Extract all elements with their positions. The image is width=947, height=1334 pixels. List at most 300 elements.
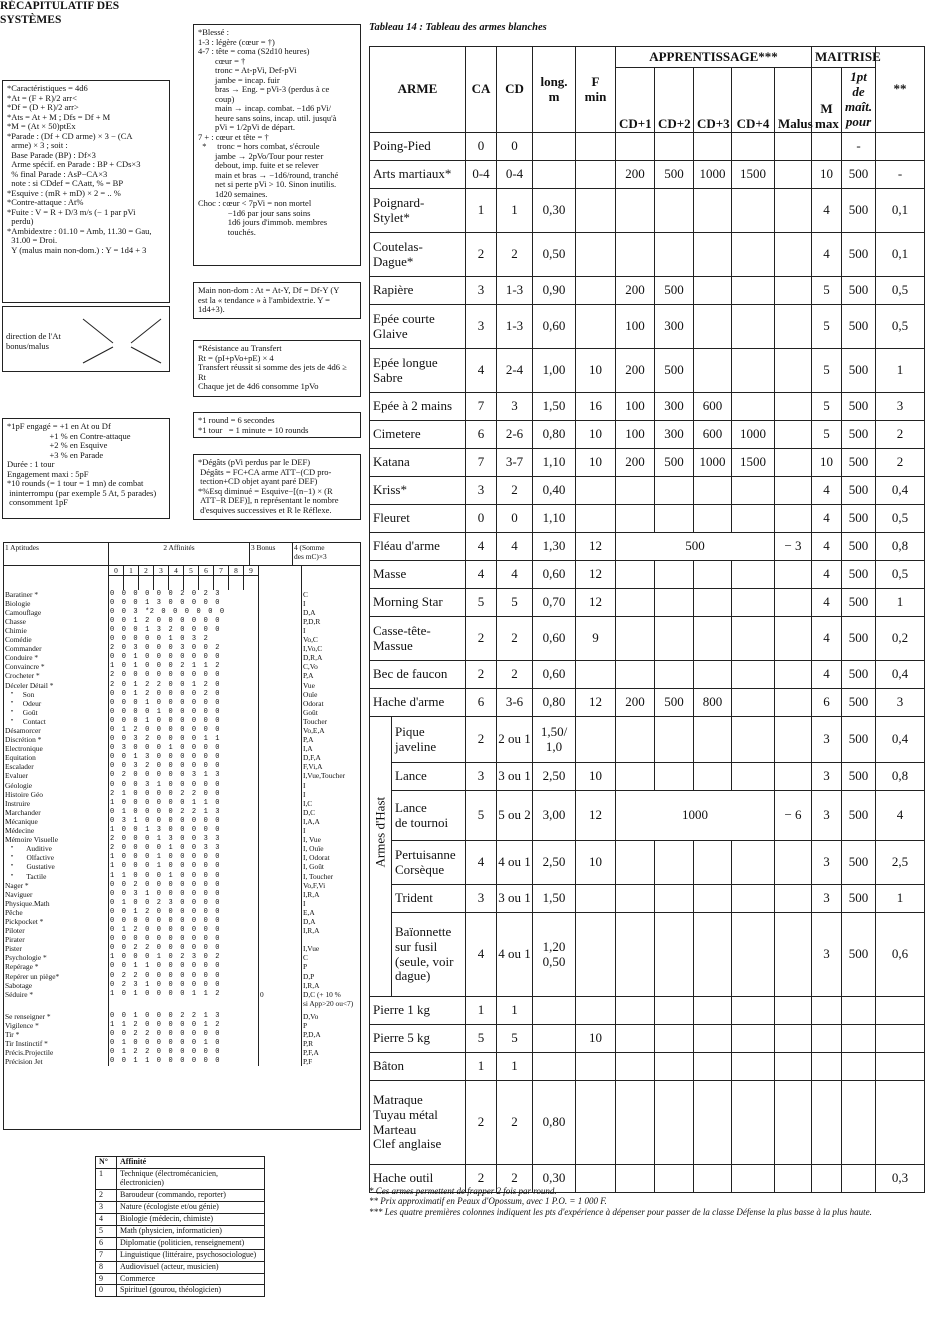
aptitude-name: Comédie — [4, 635, 109, 644]
aptitude-row — [4, 608, 360, 617]
weapon-row — [370, 533, 925, 561]
weapon-mmax: 4 — [812, 189, 842, 233]
weapon-pt-maitrise: 500 — [842, 717, 876, 763]
aptitude-name: " Son — [4, 690, 109, 699]
weapon-cd: 2 — [497, 1165, 533, 1193]
aptitude-somme: D,P — [303, 971, 315, 981]
aptitude-somme: I,R,A — [303, 980, 320, 990]
weapon-row — [370, 133, 925, 161]
weapon-cd: 1 — [497, 189, 533, 233]
weapon-cd4 — [732, 885, 775, 913]
weapon-cd3 — [694, 189, 732, 233]
weapon-malus — [775, 661, 812, 689]
weapon-cd3: 1000 — [694, 161, 732, 189]
weapon-name: Bâton — [370, 1053, 466, 1081]
weapon-ca: 3 — [466, 477, 497, 505]
aptitude-somme: I,A — [303, 744, 313, 754]
aptitude-bonus: 0 — [259, 990, 302, 1008]
weapon-row — [370, 505, 925, 533]
aptitude-values: 0 0 3 2 0 0 0 0 0 0 — [109, 762, 259, 771]
weapon-cd: 3 — [497, 393, 533, 421]
weapon-row — [370, 189, 925, 233]
affinite-digit: 1 — [124, 566, 139, 576]
weapons-footnotes — [369, 1186, 929, 1217]
affinite-number: 6 — [96, 1237, 117, 1249]
aptitude-somme: D,F,A — [303, 753, 321, 763]
weapon-cd1: 100 — [616, 421, 655, 449]
aptitude-somme: I — [303, 789, 306, 799]
aptitude-values: 1 0 0 0 1 0 0 0 0 0 — [109, 862, 259, 871]
weapon-pt-maitrise: 500 — [842, 421, 876, 449]
weapon-price: 1 — [876, 589, 925, 617]
weapon-name: Fleuret — [370, 505, 466, 533]
weapon-row — [370, 997, 925, 1025]
aptitude-bonus — [259, 1021, 302, 1030]
aptitude-values: 0 2 0 0 0 0 0 3 1 3 — [109, 771, 259, 780]
weapon-cd3 — [694, 277, 732, 305]
aptitude-values: 0 0 0 0 0 1 0 3 2 — [109, 635, 259, 644]
weapon-malus — [775, 133, 812, 161]
cd3-header: CD+3 — [694, 68, 732, 133]
weapon-ca: 4 — [466, 913, 497, 997]
weapon-ca: 6 — [466, 421, 497, 449]
aptitude-row — [4, 1021, 360, 1030]
aptitude-bonus — [259, 981, 302, 990]
weapon-mmax: 3 — [812, 717, 842, 763]
weapon-cd3 — [694, 233, 732, 277]
weapon-pt-maitrise — [842, 1025, 876, 1053]
aptitude-bonus — [259, 1012, 302, 1021]
weapon-name: Hache outil — [370, 1165, 466, 1193]
weapon-row — [370, 393, 925, 421]
weapon-fmin: 10 — [576, 449, 616, 477]
aptitude-name: Instruire — [4, 799, 109, 808]
weapon-length — [533, 133, 576, 161]
weapon-mmax: 4 — [812, 533, 842, 561]
fmin-header: F min — [576, 47, 616, 133]
affinite-number: 9 — [96, 1273, 117, 1285]
aptitude-name: Vigilence * — [4, 1021, 109, 1030]
weapon-ca: 0 — [466, 505, 497, 533]
weapon-fmin: 10 — [576, 841, 616, 885]
weapon-ca: 3 — [466, 763, 497, 791]
weapon-mmax: 5 — [812, 277, 842, 305]
weapon-cd2 — [655, 1053, 694, 1081]
weapon-fmin — [576, 189, 616, 233]
weapon-fmin — [576, 1053, 616, 1081]
aptitude-row — [4, 617, 360, 626]
affinite-digit: 5 — [184, 566, 199, 576]
weapon-malus — [775, 1053, 812, 1081]
weapon-cd2 — [655, 1081, 694, 1165]
weapon-cd1 — [616, 233, 655, 277]
aptitude-bonus — [259, 726, 302, 735]
weapon-name: Lance de tournoi — [392, 791, 466, 841]
weapon-pt-maitrise: 500 — [842, 233, 876, 277]
aptitude-row — [4, 935, 360, 944]
aptitude-name: Electronique — [4, 744, 109, 753]
weapon-cd4 — [732, 913, 775, 997]
weapon-cd2 — [655, 477, 694, 505]
weapon-fmin: 12 — [576, 791, 616, 841]
weapon-malus — [775, 841, 812, 885]
hast-label-text: Armes d'Hast — [372, 796, 388, 868]
weapon-cd1: 200 — [616, 277, 655, 305]
weapon-price: 0,4 — [876, 477, 925, 505]
aptitude-values: 0 0 1 0 0 0 0 0 0 0 — [109, 653, 259, 662]
weapon-pt-maitrise: 500 — [842, 763, 876, 791]
aptitude-name: Repérer un piège* — [4, 972, 109, 981]
weapon-cd4 — [732, 477, 775, 505]
weapon-length: 1,50 — [533, 885, 576, 913]
aptitude-somme: Vo,C — [303, 635, 318, 645]
aptitude-somme: I,R,A — [303, 926, 320, 936]
weapon-pt-maitrise: 500 — [842, 885, 876, 913]
weapon-ca: 4 — [466, 533, 497, 561]
aptitude-name: Se renseigner * — [4, 1012, 109, 1021]
aptitude-row — [4, 781, 360, 790]
weapon-fmin: 12 — [576, 589, 616, 617]
weapon-price: 0,5 — [876, 561, 925, 589]
aptitude-bonus — [259, 653, 302, 662]
aptitude-somme: Toucher — [303, 716, 328, 726]
weapon-length: 0,90 — [533, 277, 576, 305]
weapon-length: 1,50 — [533, 393, 576, 421]
weapon-price: 0,3 — [876, 1165, 925, 1193]
aptitude-bonus — [259, 617, 302, 626]
aptitude-values: 0 0 1 2 0 0 0 0 0 0 — [109, 908, 259, 917]
affinite-text: Math (physicien, informaticien) — [117, 1225, 265, 1237]
pf-box: *1pF engagé = +1 en At ou Df +1 % en Contre-attaque +2 % en Esquive +3 % en Parade Durée : 1 tour Engagement maxi : 5pF *10 rounds (= 1 tour = 1 mn) de combat ininterrompu (par exemple 5 At, 5 parades) consomment 1pF — [2, 418, 170, 519]
aptitude-bonus — [259, 872, 302, 881]
aptitude-bonus — [259, 708, 302, 717]
weapon-ca: 4 — [466, 561, 497, 589]
ca-header: CA — [466, 47, 497, 133]
weapon-cd2 — [655, 997, 694, 1025]
weapon-pt-maitrise: 500 — [842, 305, 876, 349]
aptitude-row — [4, 1012, 360, 1021]
weapon-cd4 — [732, 349, 775, 393]
weapon-cd1: 200 — [616, 689, 655, 717]
weapon-cd: 1-3 — [497, 305, 533, 349]
aptitude-values: 2 1 0 0 0 0 2 2 0 0 — [109, 790, 259, 799]
weapon-fmin — [576, 1081, 616, 1165]
weapon-cd2 — [655, 189, 694, 233]
weapon-pt-maitrise: 500 — [842, 277, 876, 305]
affinite-number: 2 — [96, 1189, 117, 1201]
weapon-row — [370, 421, 925, 449]
weapon-cd4 — [732, 505, 775, 533]
aptitude-name: Naviguer — [4, 890, 109, 899]
aptitude-bonus — [259, 644, 302, 653]
aptitude-values: 2 0 3 0 0 0 3 0 0 2 — [109, 644, 259, 653]
affinite-digit: 4 — [169, 566, 184, 576]
aptitude-somme: D,A — [303, 916, 316, 926]
weapon-name: Pertuisanne Corsèque — [392, 841, 466, 885]
weapon-malus — [775, 477, 812, 505]
aptitude-values: 0 2 3 1 0 0 0 0 0 0 — [109, 981, 259, 990]
aptitude-row — [4, 1057, 360, 1066]
aptitude-somme: I — [303, 625, 306, 635]
weapon-cd2: 300 — [655, 305, 694, 349]
aptitude-row — [4, 717, 360, 726]
aptitude-row — [4, 808, 360, 817]
weapon-cd: 5 — [497, 589, 533, 617]
weapon-row — [370, 161, 925, 189]
aptitude-bonus — [259, 899, 302, 908]
aptitude-row — [4, 890, 360, 899]
affinite-number: 7 — [96, 1249, 117, 1261]
weapon-cd1 — [616, 913, 655, 997]
affinites-header: 2 Affinités — [109, 543, 250, 566]
weapon-cd3: 600 — [694, 393, 732, 421]
aptitude-somme: F,Vi,A — [303, 762, 323, 772]
weapon-pt-maitrise: - — [842, 133, 876, 161]
affinite-text: Technique (électromécanicien, électronicien) — [117, 1168, 265, 1189]
aptitude-bonus — [259, 626, 302, 635]
aptitude-row — [4, 726, 360, 735]
weapon-cd2: 500 — [655, 161, 694, 189]
footnote-2: ** Prix approximatif en Peaux d'Opossum, avec 1 P.O. = 1 000 F. — [369, 1196, 607, 1207]
aptitude-row — [4, 826, 360, 835]
weapon-pt-maitrise: 500 — [842, 477, 876, 505]
weapon-fmin: 12 — [576, 533, 616, 561]
weapon-price: 0,5 — [876, 305, 925, 349]
aptitude-somme: I, Odorat — [303, 853, 330, 863]
aptitude-bonus — [259, 681, 302, 690]
aptitude-name: Marchander — [4, 808, 109, 817]
aptitude-name: Pirater — [4, 935, 109, 944]
aptitude-name: Convaincre * — [4, 662, 109, 671]
weapon-cd: 2-4 — [497, 349, 533, 393]
weapon-length: 1,10 — [533, 449, 576, 477]
aptitude-name: Désamorcer — [4, 726, 109, 735]
weapon-name: Casse-tête- Massue — [370, 617, 466, 661]
aptitude-row — [4, 762, 360, 771]
weapon-length — [533, 1053, 576, 1081]
weapon-fmin — [576, 477, 616, 505]
weapon-name: Cimetere — [370, 421, 466, 449]
weapon-cd1 — [616, 763, 655, 791]
direction-arrows-diagram — [3, 307, 170, 372]
weapon-ca: 3 — [466, 305, 497, 349]
weapon-name: Kriss* — [370, 477, 466, 505]
affinite-text: Baroudeur (commando, reporter) — [117, 1189, 265, 1201]
aptitude-values: 0 2 2 0 0 0 0 0 0 0 — [109, 972, 259, 981]
footnote-1: * Ces armes permettent de frapper 2 fois par round. — [369, 1186, 557, 1196]
weapon-pt-maitrise: 500 — [842, 661, 876, 689]
aptitude-bonus — [259, 972, 302, 981]
hast-group-label — [370, 717, 392, 997]
weapon-length: 1,20 0,50 — [533, 913, 576, 997]
aptitude-values: 1 1 0 0 0 1 0 0 0 0 — [109, 872, 259, 881]
aptitude-values: 0 0 0 3 1 0 0 0 0 0 — [109, 781, 259, 790]
weapon-apprentissage-span: 1000 — [616, 791, 775, 841]
aptitude-bonus — [259, 744, 302, 753]
aptitude-name: Conduire * — [4, 653, 109, 662]
aptitude-name: Tir Instinctif * — [4, 1039, 109, 1048]
weapon-malus — [775, 689, 812, 717]
aptitude-somme: P,D,R — [303, 616, 321, 626]
aptitude-bonus — [259, 735, 302, 744]
transfert-box: *Résistance au Transfert Rt = (pI+pVo+pE) × 4 Transfert réussit si somme des jets de 4d6 ≥ Rt Chaque jet de 4d6 consomme 1pVo — [193, 340, 361, 397]
weapon-length — [533, 1025, 576, 1053]
weapon-cd: 2-6 — [497, 421, 533, 449]
weapon-fmin: 16 — [576, 393, 616, 421]
aptitude-bonus — [259, 790, 302, 799]
aptitude-row — [4, 853, 360, 862]
aptitude-values: 0 0 1 3 0 0 0 0 0 0 — [109, 753, 259, 762]
direction-label: direction de l'At bonus/malus — [6, 331, 61, 351]
weapon-cd3 — [694, 477, 732, 505]
weapon-fmin: 10 — [576, 1025, 616, 1053]
aptitude-row — [4, 735, 360, 744]
aptitude-somme: I, Goût — [303, 862, 324, 872]
somme-header: 4 (Somme des mC)×3 — [293, 543, 361, 566]
aptitude-row — [4, 835, 360, 844]
aptitude-bonus — [259, 599, 302, 608]
weapon-name: Bec de faucon — [370, 661, 466, 689]
weapon-pt-maitrise: 500 — [842, 161, 876, 189]
weapon-price: 0,8 — [876, 763, 925, 791]
aptitude-bonus — [259, 862, 302, 871]
affinite-text: Diplomatie (politicien, renseignement) — [117, 1237, 265, 1249]
weapon-cd1 — [616, 477, 655, 505]
aptitude-bonus — [259, 917, 302, 926]
weapon-cd1: 200 — [616, 161, 655, 189]
aptitude-name: Piloter — [4, 926, 109, 935]
weapon-cd3 — [694, 997, 732, 1025]
aptitude-row — [4, 844, 360, 853]
weapon-price — [876, 133, 925, 161]
weapon-cd: 4 — [497, 561, 533, 589]
aptitude-name: Déceler Détail * — [4, 681, 109, 690]
weapon-ca: 7 — [466, 393, 497, 421]
aptitude-values: 0 1 2 0 0 0 0 0 0 0 — [109, 726, 259, 735]
weapon-row — [370, 233, 925, 277]
cd-header: CD — [497, 47, 533, 133]
aptitude-somme: Goût — [303, 707, 318, 717]
weapon-fmin — [576, 717, 616, 763]
aptitude-name: Mécanique — [4, 817, 109, 826]
weapon-length: 0,40 — [533, 477, 576, 505]
weapon-mmax: 4 — [812, 233, 842, 277]
aptitude-name: Equitation — [4, 753, 109, 762]
weapon-cd4 — [732, 617, 775, 661]
weapon-cd2 — [655, 561, 694, 589]
weapon-length: 2,50 — [533, 763, 576, 791]
weapon-cd1 — [616, 589, 655, 617]
weapon-name: Coutelas- Dague* — [370, 233, 466, 277]
aptitude-somme: I, Toucher — [303, 871, 334, 881]
weapon-length: 1,10 — [533, 505, 576, 533]
main-non-dom-box: Main non-dom : At = At-Y, Df = Df-Y (Y est la « tendance » à l'ambidextrie. Y = 1d4+3). — [193, 282, 361, 319]
affinite-number: 8 — [96, 1261, 117, 1273]
weapon-ca: 2 — [466, 1081, 497, 1165]
aptitude-name: Sabotage — [4, 981, 109, 990]
aptitude-values: 0 1 0 0 2 3 0 0 0 0 — [109, 899, 259, 908]
weapon-name: Pierre 5 kg — [370, 1025, 466, 1053]
weapon-cd: 3 ou 1 — [497, 885, 533, 913]
weapon-malus — [775, 161, 812, 189]
weapon-fmin — [576, 277, 616, 305]
weapon-name: Masse — [370, 561, 466, 589]
aptitude-row — [4, 1048, 360, 1057]
aptitude-name: Repérage * — [4, 962, 109, 971]
weapon-fmin: 10 — [576, 421, 616, 449]
aptitude-row — [4, 1039, 360, 1048]
weapon-price — [876, 1053, 925, 1081]
weapon-cd: 5 — [497, 1025, 533, 1053]
aptitude-row — [4, 690, 360, 699]
weapon-price: 0,8 — [876, 533, 925, 561]
affinite-text: Linguistique (littéraire, psychosociologue) — [117, 1249, 265, 1261]
aptitude-somme: Vo,E,A — [303, 726, 325, 735]
aptitude-name: Psychologie * — [4, 953, 109, 962]
weapon-ca: 2 — [466, 1165, 497, 1193]
aptitude-values: 0 0 0 0 1 0 0 0 0 0 — [109, 708, 259, 717]
aptitude-values: 0 0 3 *2 0 0 0 0 0 0 — [109, 608, 259, 617]
aptitude-name: Pickpocket * — [4, 917, 109, 926]
cd4-header: CD+4 — [732, 68, 775, 133]
aptitude-name: " Olfactive — [4, 853, 109, 862]
weapon-length: 0,60 — [533, 617, 576, 661]
weapon-cd4 — [732, 189, 775, 233]
aptitude-values: 1 0 0 0 1 0 0 0 0 0 — [109, 853, 259, 862]
affinite-text: Nature (écologiste et/ou génie) — [117, 1201, 265, 1213]
weapon-fmin: 10 — [576, 349, 616, 393]
aptitude-row — [4, 744, 360, 753]
weapon-row — [370, 763, 925, 791]
weapon-apprentissage-span: 500 — [616, 533, 775, 561]
weapon-malus — [775, 505, 812, 533]
weapon-ca: 1 — [466, 1053, 497, 1081]
weapon-pt-maitrise: 500 — [842, 561, 876, 589]
affinite-number: 3 — [96, 1201, 117, 1213]
weapon-row — [370, 1025, 925, 1053]
aptitude-bonus — [259, 690, 302, 699]
aptitude-row — [4, 990, 360, 1008]
weapon-mmax: 10 — [812, 449, 842, 477]
cd1-header: CD+1 — [616, 68, 655, 133]
aptitude-bonus — [259, 635, 302, 644]
weapon-ca: 2 — [466, 233, 497, 277]
weapon-length: 0,60 — [533, 305, 576, 349]
weapon-cd: 3-7 — [497, 449, 533, 477]
weapon-cd1 — [616, 189, 655, 233]
weapon-name: Epée à 2 mains — [370, 393, 466, 421]
weapon-malus — [775, 1081, 812, 1165]
aptitude-bonus — [259, 808, 302, 817]
weapon-cd4 — [732, 763, 775, 791]
weapon-length — [533, 161, 576, 189]
aptitude-bonus — [259, 1048, 302, 1057]
weapon-malus — [775, 561, 812, 589]
weapon-pt-maitrise: 500 — [842, 841, 876, 885]
aptitude-values: 0 0 3 1 0 0 0 0 0 0 — [109, 890, 259, 899]
weapon-row — [370, 1053, 925, 1081]
weapon-length: 3,00 — [533, 791, 576, 841]
affinite-digit: 8 — [229, 566, 244, 576]
weapon-price: 0,4 — [876, 717, 925, 763]
weapon-malus — [775, 349, 812, 393]
weapon-price — [876, 997, 925, 1025]
aptitude-row — [4, 644, 360, 653]
aptitude-row — [4, 753, 360, 762]
weapon-cd3 — [694, 717, 732, 763]
weapon-cd3: 600 — [694, 421, 732, 449]
aptitude-row — [4, 817, 360, 826]
